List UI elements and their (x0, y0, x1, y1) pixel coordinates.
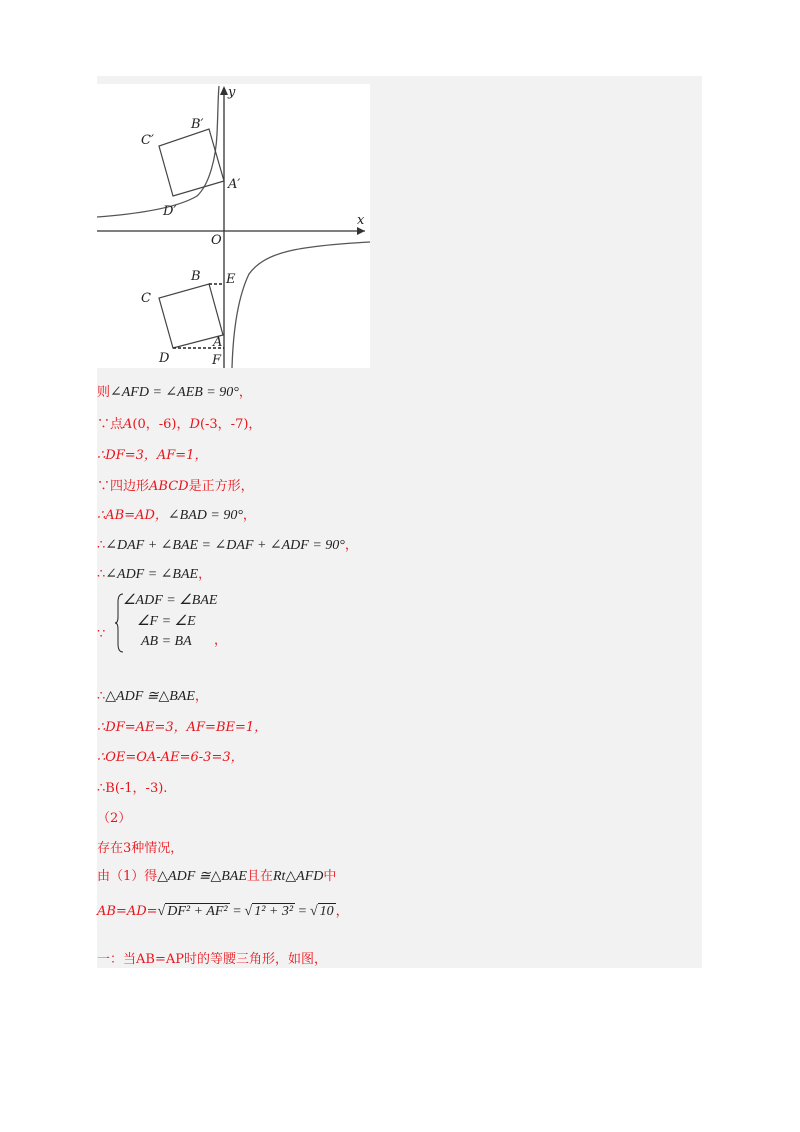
line-11: ∴OE=OA-AE=6-3=3， (97, 750, 244, 765)
math: ∠BAD = 90° (167, 508, 243, 523)
line-7 (97, 566, 211, 584)
point-d: D (189, 417, 200, 432)
label-d: D (159, 351, 170, 366)
math: △ADF ≅△BAE (105, 689, 195, 704)
text: ∴ (97, 538, 106, 553)
line-3: ∴DF=3，AF=1， (97, 448, 208, 463)
line-9 (97, 688, 208, 706)
math: ∠DAF + ∠BAE = ∠DAF + ∠ADF = 90° (105, 538, 345, 553)
line-1 (97, 384, 252, 402)
text: ∵点 (97, 417, 124, 432)
x-arrow-icon (357, 227, 365, 235)
text: ， (344, 538, 358, 553)
text: ∴ (97, 689, 106, 704)
label-d1: D′ (163, 204, 177, 219)
math-sqrt-2: √ 1² + 3² (244, 904, 294, 919)
line-17: 一：当AB=AP时的等腰三角形，如图， (97, 952, 327, 967)
brace-row-2: ∠F = ∠E (137, 614, 196, 629)
point-a: A (123, 417, 133, 432)
math: △ADF ≅△BAE (157, 869, 247, 884)
line-8-comma: ， (214, 633, 228, 648)
equals: = (229, 904, 245, 919)
text: 是正方形， (188, 479, 254, 494)
text: ， (194, 689, 208, 704)
text: (0，-6)， (132, 417, 190, 432)
text: (-3，-7)， (199, 417, 262, 432)
line-16 (97, 903, 349, 921)
label-c1: C′ (141, 133, 154, 148)
line-6 (97, 537, 358, 555)
radicand: 10 (319, 904, 334, 919)
math-sqrt-3: √ 10 (309, 904, 334, 919)
label-o: O (211, 233, 222, 248)
square-upper (159, 129, 224, 196)
label-a1: A′ (228, 177, 241, 192)
text: ∴AB=AD， (97, 508, 168, 523)
line-12: ∴B(-1，-3). (97, 781, 168, 796)
line-13: （2） (97, 811, 132, 826)
line-5 (97, 507, 256, 525)
label-x: x (357, 213, 365, 228)
math: Rt△AFD (272, 869, 324, 884)
line-2 (97, 416, 261, 434)
label-c: C (141, 291, 151, 306)
abcd: ABCD (149, 479, 189, 494)
text: 且在 (246, 869, 273, 884)
label-e: E (226, 272, 236, 287)
label-y: y (228, 85, 236, 100)
coordinate-figure (97, 84, 370, 368)
radicand: 1² + 3² (254, 904, 294, 919)
line-4 (97, 478, 254, 496)
hyperbola-lower-right (232, 242, 370, 368)
text: ∴ (97, 567, 106, 582)
label-a: A (213, 335, 223, 350)
y-arrow-icon (220, 86, 228, 95)
brace-row-1: ∠ADF = ∠BAE (123, 593, 218, 608)
math: ∠ADF = ∠BAE (105, 567, 199, 582)
equals: = (295, 904, 310, 919)
text: 则 (97, 385, 111, 400)
text: ∵ (97, 627, 106, 642)
text: ， (335, 904, 349, 919)
equation-system (115, 592, 228, 654)
figure-svg (97, 84, 370, 368)
radicand: DF² + AF² (167, 904, 228, 919)
text: ， (242, 508, 256, 523)
math-sqrt-1: √ DF² + AF² (157, 904, 228, 919)
label-f: F (212, 353, 222, 368)
math: ∠AFD = ∠AEB = 90° (110, 385, 239, 400)
text: 中 (323, 869, 337, 884)
hyperbola-upper-left (97, 86, 219, 217)
label-b: B (191, 269, 201, 284)
line-8-because (97, 626, 105, 644)
text: ， (238, 385, 252, 400)
text: 由（1）得 (97, 869, 158, 884)
label-b1: B′ (191, 117, 204, 132)
brace-row-3: AB = BA (141, 634, 192, 649)
text: ∵四边形 (97, 479, 150, 494)
text: AB=AD= (97, 904, 158, 919)
line-15 (97, 868, 336, 886)
line-10: ∴DF=AE=3，AF=BE=1， (97, 720, 268, 735)
text: ， (198, 567, 212, 582)
line-14: 存在3种情况， (97, 841, 184, 856)
